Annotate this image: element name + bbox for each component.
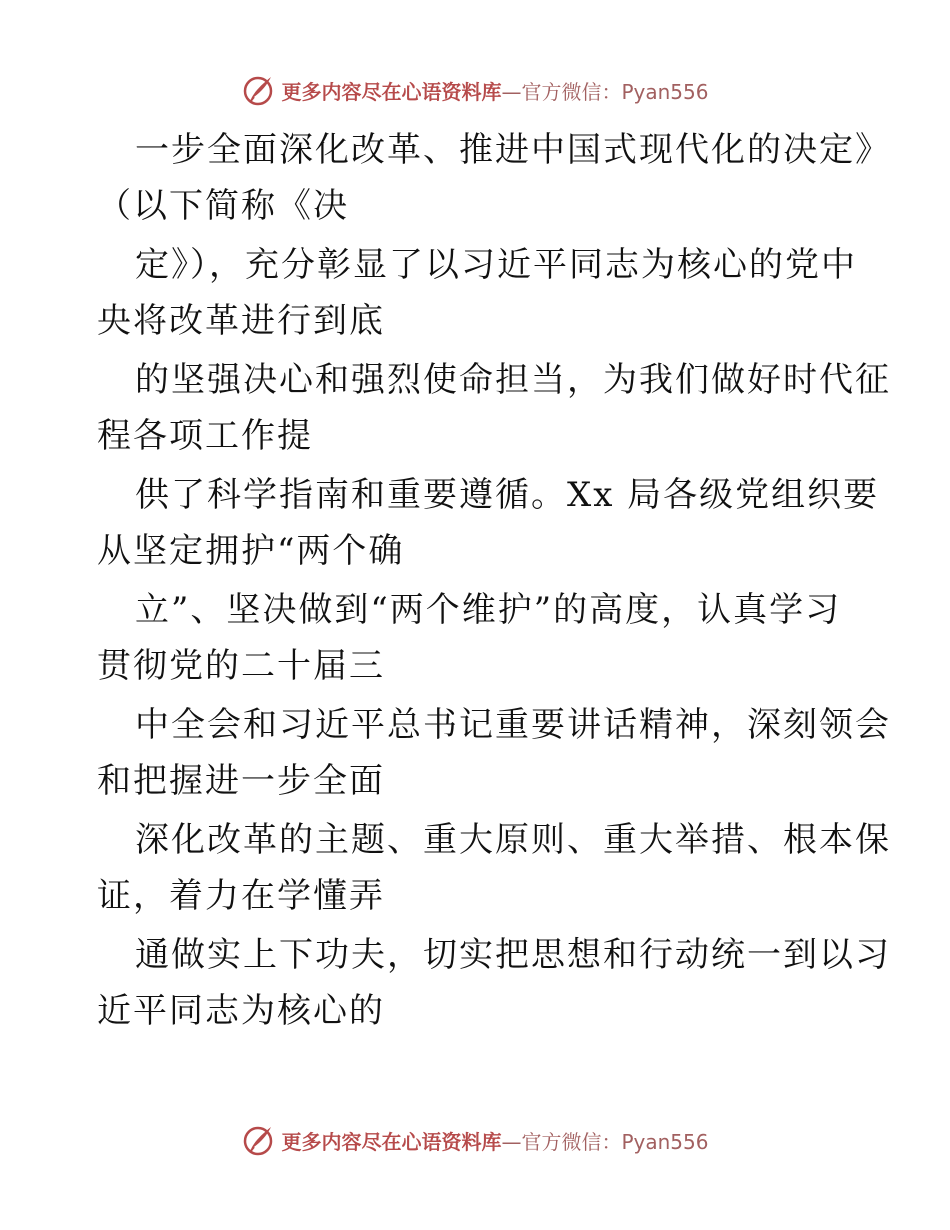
quill-pen-circle-icon [241, 1123, 275, 1157]
text-line: 的坚强决心和强烈使命担当，为我们做好时代征 [135, 360, 891, 400]
text-line: 供了科学指南和重要遵循。Xx 局各级党组织要 [135, 475, 880, 515]
text-line: 一步全面深化改革、推进中国式现代化的决定》 [135, 130, 891, 170]
text-line: 立”、坚决做到“两个维护”的高度，认真学习 [135, 590, 842, 630]
header-banner [0, 70, 950, 110]
header-banner-text [281, 76, 708, 105]
header-banner-sub: —官方微信：Pyan556 [501, 79, 709, 104]
footer-banner-text [281, 1126, 708, 1155]
text-line: 证，着力在学懂弄 [97, 876, 385, 916]
text-line: 贯彻党的二十届三 [97, 646, 385, 686]
text-line: 通做实上下功夫，切实把思想和行动统一到以习 [135, 935, 891, 975]
quill-pen-circle-icon [241, 73, 275, 107]
text-line: 定》），充分彰显了以习近平同志为核心的党中 [135, 245, 857, 285]
text-line: 深化改革的主题、重大原则、重大举措、根本保 [135, 820, 891, 860]
text-line: 和把握进一步全面 [97, 761, 385, 801]
text-line: 程各项工作提 [97, 416, 313, 456]
text-line: 从坚定拥护“两个确 [97, 531, 405, 571]
text-line: 近平同志为核心的 [97, 991, 385, 1031]
footer-banner-main: 更多内容尽在心语资料库 [281, 1129, 502, 1154]
header-banner-main: 更多内容尽在心语资料库 [281, 79, 502, 104]
footer-banner-sub: —官方微信：Pyan556 [501, 1129, 709, 1154]
text-line: 央将改革进行到底 [97, 301, 385, 341]
footer-banner [0, 1120, 950, 1160]
text-line: （以下简称《决 [97, 186, 349, 226]
text-line: 中全会和习近平总书记重要讲话精神，深刻领会 [135, 705, 891, 745]
